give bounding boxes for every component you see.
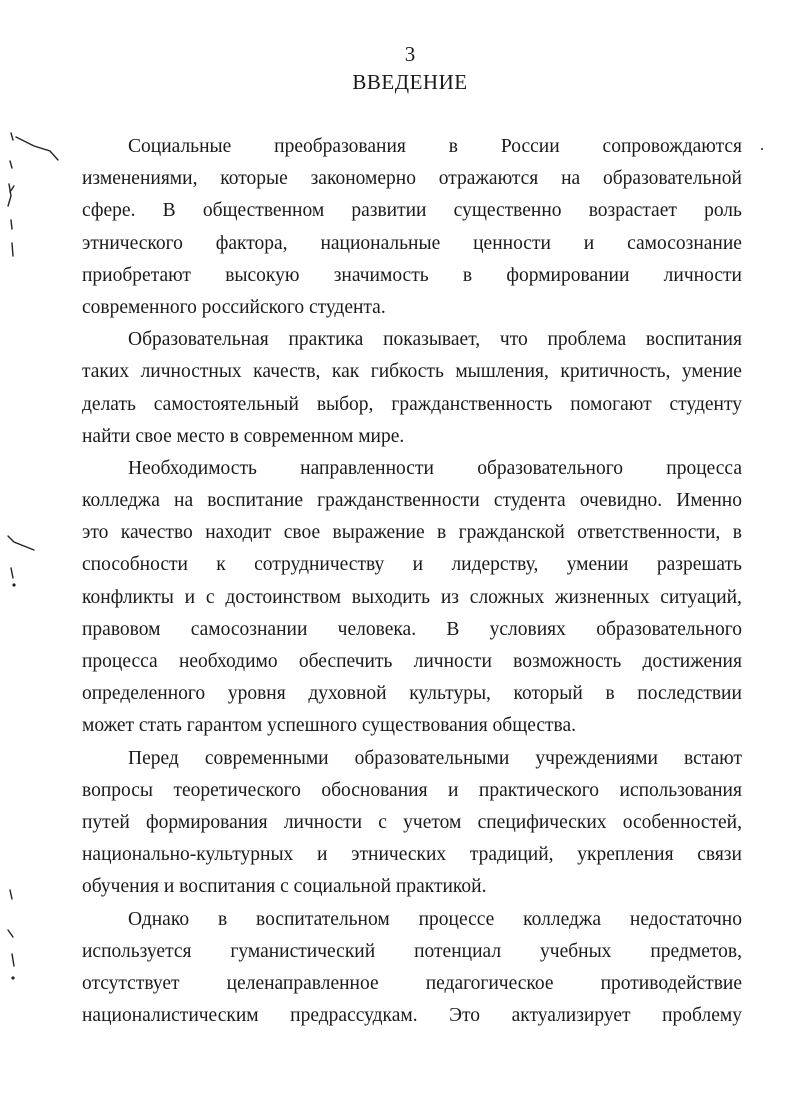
text-line: современного российского студента. <box>82 296 386 318</box>
scan-artifact-mark <box>10 186 14 192</box>
page-number: 3 <box>404 42 416 66</box>
text-line: сфере. В общественном развитии существенно возрастает роль <box>82 200 742 222</box>
text-line: Образовательная практика показывает, что проблема воспитания <box>128 329 742 351</box>
text-line: конфликты и с достоинством выходить из сложных жизненных ситуаций, <box>82 586 742 608</box>
scan-artifact-mark <box>10 161 12 168</box>
body-text <box>82 131 742 1032</box>
paragraph <box>82 743 742 904</box>
paragraph <box>82 904 742 1033</box>
text-line: используется гуманистический потенциал учебных предметов, <box>82 940 742 962</box>
text-line: отсутствует целенаправленное педагогическое противодействие <box>82 972 742 994</box>
text-line: таких личностных качеств, как гибкость мышления, критичность, умение <box>82 361 742 383</box>
text-line: изменениями, которые закономерно отражаются на образовательной <box>82 168 742 190</box>
text-line: делать самостоятельный выбор, гражданственность помогают студенту <box>82 393 742 415</box>
scan-artifact-mark <box>8 930 13 937</box>
text-line: Однако в воспитательном процессе колледжа недостаточно <box>128 908 742 930</box>
scan-artifact-mark <box>8 184 11 206</box>
scan-artifact-dot <box>11 976 14 979</box>
text-line: путей формирования личности с учетом специфических особенностей, <box>82 811 742 833</box>
paragraph <box>82 453 742 743</box>
scan-artifact-mark <box>11 133 13 140</box>
scan-artifact-mark <box>16 137 58 160</box>
text-line: колледжа на воспитание гражданственности студента очевидно. Именно <box>82 490 742 512</box>
text-line: Социальные преобразования в России сопровождаются <box>128 136 742 157</box>
scan-artifact-mark <box>12 243 13 256</box>
text-line: вопросы теоретического обоснования и практического использования <box>82 779 742 801</box>
text-line: найти свое место в современном мире. <box>82 425 405 447</box>
text-line: процесса необходимо обеспечить личности возможность достижения <box>82 651 742 672</box>
section-title: ВВЕДЕНИЕ <box>352 70 468 94</box>
scan-artifact-mark <box>11 568 13 578</box>
text-line: правовом самосознании человека. В условиях образовательного <box>82 618 742 640</box>
scan-artifact-mark <box>12 954 14 966</box>
paragraph <box>82 131 742 324</box>
text-line: способности к сотрудничеству и лидерству, умении разрешать <box>82 554 742 576</box>
text-line: Необходимость направленности образовательного процесса <box>128 457 742 479</box>
scan-artifact-mark <box>11 220 12 229</box>
text-line: это качество находит свое выражение в гражданской ответственности, в <box>82 522 742 544</box>
scan-artifact-dot <box>12 583 15 586</box>
text-line: обучения и воспитания с социальной практикой. <box>82 876 487 898</box>
scan-artifact-mark <box>10 890 12 899</box>
scan-artifact-mark <box>8 536 34 550</box>
text-line: может стать гарантом успешного существования общества. <box>82 715 577 737</box>
paragraph <box>82 324 742 453</box>
text-line: националистическим предрассудкам. Это актуализирует проблему <box>82 1005 742 1027</box>
text-line: этнического фактора, национальные ценности и самосознание <box>82 232 742 254</box>
text-line: Перед современными образовательными учреждениями встают <box>128 747 742 769</box>
text-line: определенного уровня духовной культуры, который в последствии <box>82 683 742 705</box>
text-line: приобретают высокую значимость в формировании личности <box>82 264 742 286</box>
scan-artifact-dot <box>761 148 763 150</box>
text-line: национально-культурных и этнических традиций, укрепления связи <box>82 844 742 866</box>
